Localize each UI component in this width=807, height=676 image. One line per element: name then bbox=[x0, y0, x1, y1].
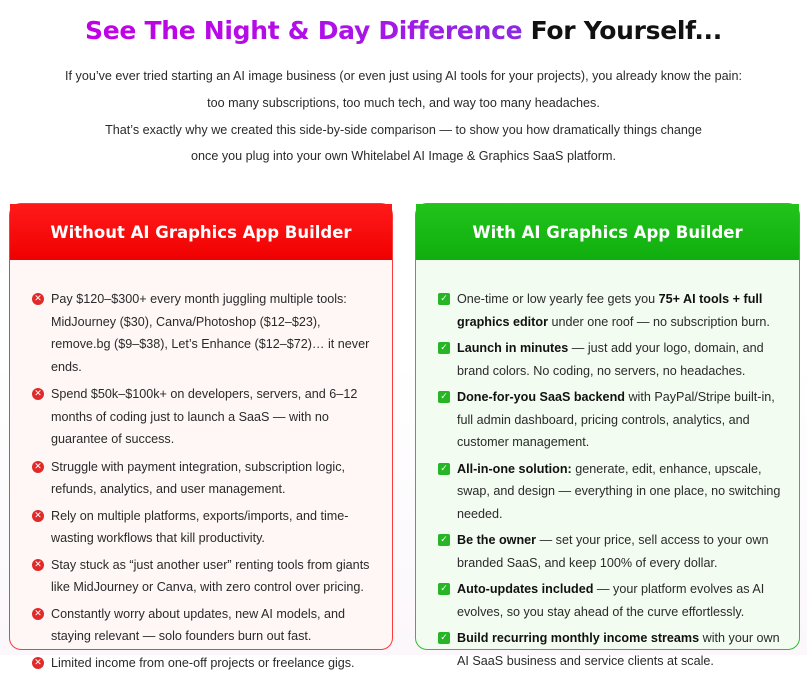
x-circle-icon: ✕ bbox=[32, 293, 44, 305]
intro-line-3: That’s exactly why we created this side-by-side comparison — to show you how dramatically things change bbox=[105, 123, 702, 137]
check-square-icon: ✓ bbox=[438, 534, 450, 546]
without-item bbox=[32, 505, 381, 550]
with-list bbox=[416, 288, 787, 676]
check-square-icon: ✓ bbox=[438, 293, 450, 305]
check-square-icon: ✓ bbox=[438, 391, 450, 403]
page-title bbox=[0, 16, 807, 45]
x-circle-icon: ✕ bbox=[32, 657, 44, 669]
intro-line-2: too many subscriptions, too much tech, and way too many headaches. bbox=[207, 96, 600, 110]
with-item-text: Launch in minutes — just add your logo, domain, and brand colors. No coding, no servers, no headaches. bbox=[457, 341, 764, 378]
without-item bbox=[32, 603, 381, 648]
title-rest: For Yourself... bbox=[530, 16, 722, 45]
with-item-text: All-in-one solution: generate, edit, enhance, upscale, swap, and design — everything in one place, no switching needed. bbox=[457, 461, 781, 521]
title-highlight: See The Night & Day Difference bbox=[85, 16, 523, 45]
with-item-text: Build recurring monthly income streams with your own AI SaaS business and service clients at scale. bbox=[457, 631, 780, 668]
x-circle-icon: ✕ bbox=[32, 510, 44, 522]
with-item bbox=[438, 288, 787, 333]
with-item-text: One-time or low yearly fee gets you 75+ AI tools + full graphics editor under one roof — no subscription burn. bbox=[457, 292, 770, 329]
without-item-text: Stay stuck as “just another user” renting tools from giants like MidJourney or Canva, with zero control over pricing. bbox=[51, 557, 370, 594]
check-square-icon: ✓ bbox=[438, 632, 450, 644]
with-card-title: With AI Graphics App Builder bbox=[416, 204, 799, 260]
with-item bbox=[438, 578, 787, 623]
with-item-text: Auto-updates included — your platform evolves as AI evolves, so you stay ahead of the curve effortlessly. bbox=[457, 582, 765, 619]
with-item bbox=[438, 529, 787, 574]
intro-line-4: once you plug into your own Whitelabel AI Image & Graphics SaaS platform. bbox=[191, 149, 616, 163]
check-square-icon: ✓ bbox=[438, 342, 450, 354]
check-square-icon: ✓ bbox=[438, 583, 450, 595]
without-item bbox=[32, 383, 381, 451]
x-circle-icon: ✕ bbox=[32, 608, 44, 620]
with-item bbox=[438, 386, 787, 454]
without-item-text: Pay $120–$300+ every month juggling multiple tools: MidJourney ($30), Canva/Photoshop ($12–$23), remove.bg ($9–$38), Let’s Enhance ($12–$72)… it never ends. bbox=[51, 292, 370, 374]
without-item-text: Struggle with payment integration, subscription logic, refunds, analytics, and user management. bbox=[51, 459, 346, 496]
with-item bbox=[438, 458, 787, 526]
without-item-text: Rely on multiple platforms, exports/imports, and time-wasting workflows that kill productivity. bbox=[51, 508, 349, 545]
without-card bbox=[9, 203, 393, 670]
without-item bbox=[32, 554, 381, 599]
with-item-text: Be the owner — set your price, sell access to your own branded SaaS, and keep 100% of every dollar. bbox=[457, 533, 769, 570]
x-circle-icon: ✕ bbox=[32, 461, 44, 473]
without-item-text: Constantly worry about updates, new AI models, and staying relevant — solo founders burn out fast. bbox=[51, 606, 346, 643]
intro-line-1: If you’ve ever tried starting an AI image business (or even just using AI tools for your projects), you already know the pain: bbox=[65, 69, 742, 83]
with-item bbox=[438, 337, 787, 382]
check-square-icon: ✓ bbox=[438, 463, 450, 475]
x-circle-icon: ✕ bbox=[32, 559, 44, 571]
without-card-title: Without AI Graphics App Builder bbox=[10, 204, 392, 260]
x-circle-icon: ✕ bbox=[32, 388, 44, 400]
without-item bbox=[32, 456, 381, 501]
without-item bbox=[32, 652, 381, 675]
with-card bbox=[415, 203, 800, 668]
without-list bbox=[10, 288, 381, 674]
without-item bbox=[32, 288, 381, 378]
without-item-text: Spend $50k–$100k+ on developers, servers, and 6–12 months of coding just to launch a SaaS — with no guarantee of success. bbox=[51, 387, 358, 446]
with-item-text: Done-for-you SaaS backend with PayPal/Stripe built-in, full admin dashboard, pricing controls, analytics, and customer management. bbox=[457, 390, 775, 449]
without-item-text: Limited income from one-off projects or freelance gigs. bbox=[51, 655, 355, 670]
with-item bbox=[438, 627, 787, 672]
